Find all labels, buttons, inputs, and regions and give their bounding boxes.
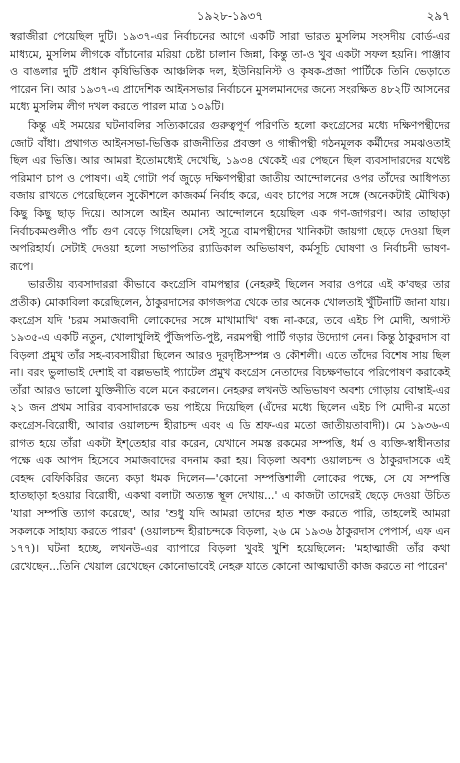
paragraph-1: স্বরাজীরা পেয়েছিল দুটি। ১৯৩৭-এর নির্বাচনের আগে একটি সারা ভারত মুসলিম সংসদীয় বোর্ড-এর মাধ্যমে, মুসলিম লীগকে বাঁচানোর মরিয়া চেষ্টা চালান জিন্না, কিন্তু তা-ও খুব একটা সফল হয়নি। পাঞ্জাব ও বাঙলার দুটি প্রধান কৃষিভিত্তিক আঞ্চলিক দল, ইউনিয়নিস্ট ও কৃষক-প্রজা পার্টিকে তিনি ভেড়াতে পারেন নি। আর ১৯৩৭-এ প্রাদেশিক আইনসভার নির্বাচনে মুসলমানদের জন্যে সংরক্ষিত ৪৮২টি আসনের মধ্যে মুসলিম লীগ দখল করতে পারল মাত্র ১০৯টি। <box>10 30 450 114</box>
paragraph-3: ভারতীয় ব্যবসাদাররা কীভাবে কংগ্রেসি বামপন্থার (নেহরুই ছিলেন সবার ওপরে এই ক'বছর তার প্রতীক) মোকাবিলা করেছিলেন, ঠাকুরদাসের কাগজপত্র থেকে তার অনেক খোলতাই খুঁটিনাটি জানা যায়। কংগ্রেস যদি 'চরম সমাজবাদী লোকেদের সঙ্গে মাখামাখি' বন্ধ না-করে, তবে এইচ পি মোদী, অগাস্ট ১৯৩৫-এ একটি নতুন, খোলাখুলিই পুঁজিপতি-পুষ্ট, নরমপন্থী পার্টি গড়ার উদ্যোগ নেন। কিন্তু ঠাকুরদাস বা বিড়লা প্রমুখ তাঁর সহ-ব্যবসায়ীরা ছিলেন আরও দূরদৃষ্টিসম্পন্ন ও কৌশলী। এতে তাঁদের বিশেষ সায় ছিল না। বরং ভুলাভাই দেশাই বা বল্লভভাই প্যাটেল প্রমুখ কংগ্রেস নেতাদের বিচক্ষণভাবে পরিপোষণ করাকেই তাঁরা আরও ভালো যুক্তিনীতি বলে মনে করলেন। নেহরুর লখনউ অভিভাষণ অবশ্য গোড়ায় বোম্বাই-এর ২১ জন প্রথম সারির ব্যবসাদারকে ভয় পাইয়ে দিয়েছিল (এঁদের মধ্যে ছিলেন এইচ পি মোদী-র মতো কংগ্রেস-বিরোধী, আবার ওয়ালচন্দ হীরাচন্দ এবং এ ডি শ্রফ-এর মতো জাতীয়তাবাদী)। মে ১৯৩৬-এ রাগত হয়ে তাঁরা একটা ইশ্‌তেহার বার করেন, যেখানে সমস্ত রকমের সম্পত্তি, ধর্ম ও ব্যক্তি-স্বাধীনতার পক্ষে এক আপদ হিসেবে সমাজবাদের বদনাম করা হয়। বিড়লা অবশ্য ওয়ালচন্দ ও ঠাকুরদাসকে এই বেহদ্দ বেফিকিরির জন্যে কড়া ধমক দিলেন—'কোনো সম্পত্তিশালী লোকের পক্ষে, সে যে সম্পত্তি হাতছাড়া হওয়ার বিরোধী, একথা বলাটা অত্যন্ত স্থূল দেখায়...' এ কাজটা তাদেরই ছেড়ে দেওয়া উচিত 'যারা সম্পত্তি ত্যাগ করেছে', আর 'শুধু যদি আমরা তাদের হাত শক্ত করতে পারি, তাহলেই আমরা সকলকে সাহায্য করতে পারব' (ওয়ালচন্দ হীরাচন্দকে বিড়লা, ২৬ মে ১৯৩৬ ঠাকুরদাস পেপার্স, এফ এন ১৭৭)। ঘটনা হচ্ছে, লখনউ-এর ব্যাপারে বিড়লা খুবই খুশি হয়েছিলেন: 'মহাত্মাজী তাঁর কথা রেখেছেন...তিনি খেয়াল রেখেছেন কোনোভাবেই নেহরু যাতে কোনো আত্মঘাতী কাজ করতে না পারেন' <box>10 278 450 573</box>
paragraph-2: কিন্তু এই সময়ের ঘটনাবলির সত্যিকারের গুরুত্বপূর্ণ পরিণতি হলো কংগ্রেসের মধ্যে দক্ষিণপন্থীদের জোট বাঁধা। প্রথাগত আইনসভা-ভিত্তিক রাজনীতির প্রবক্তা ও গান্ধীপন্থী গঠনমূলক কর্মীদের সমঝওতাই ছিল এর ভিত্তি। আর আমরা ইতোমধ্যেই দেখেছি, ১৯৩৪ থেকেই এর পেছনে ছিল ব্যবসাদারদের যথেষ্ট পরিমাণ চাপ ও পোষণ। এই গোটা পর্ব জুড়ে দক্ষিণপন্থীরা জাতীয় আন্দোলনের ওপর তাঁদের আধিপত্য বজায় রাখতে পেরেছিলেন সুকৌশলে কাজকর্ম নির্বাহ করে, এবং চাপের সঙ্গে সঙ্গে (অনেকটাই মৌখিক) কিছু কিছু ছাড় দিয়ে। আসলে আইন অমান্য আন্দোলনে হয়েছিল এক গণ-জাগরণ। আর তাছাড়া নির্বাচকমণ্ডলীও পাঁচ গুণ বেড়ে গিয়েছিল। সেই সূত্রে বামপন্থীদের খানিকটা জায়গা ছেড়ে দেওয়া ছিল অপরিহার্য। সেটাই দেওয়া হলো সভাপতির র‍্যাডিকাল অভিভাষণ, কর্মসূচি ঘোষণা ও নির্বাচনী ভাষণ-রূপে। <box>10 118 450 273</box>
page-header <box>10 6 450 26</box>
body-text <box>10 28 450 575</box>
running-head: ১৯২৮-১৯৩৭ <box>196 9 264 23</box>
page-number: ২৯৭ <box>426 9 450 23</box>
